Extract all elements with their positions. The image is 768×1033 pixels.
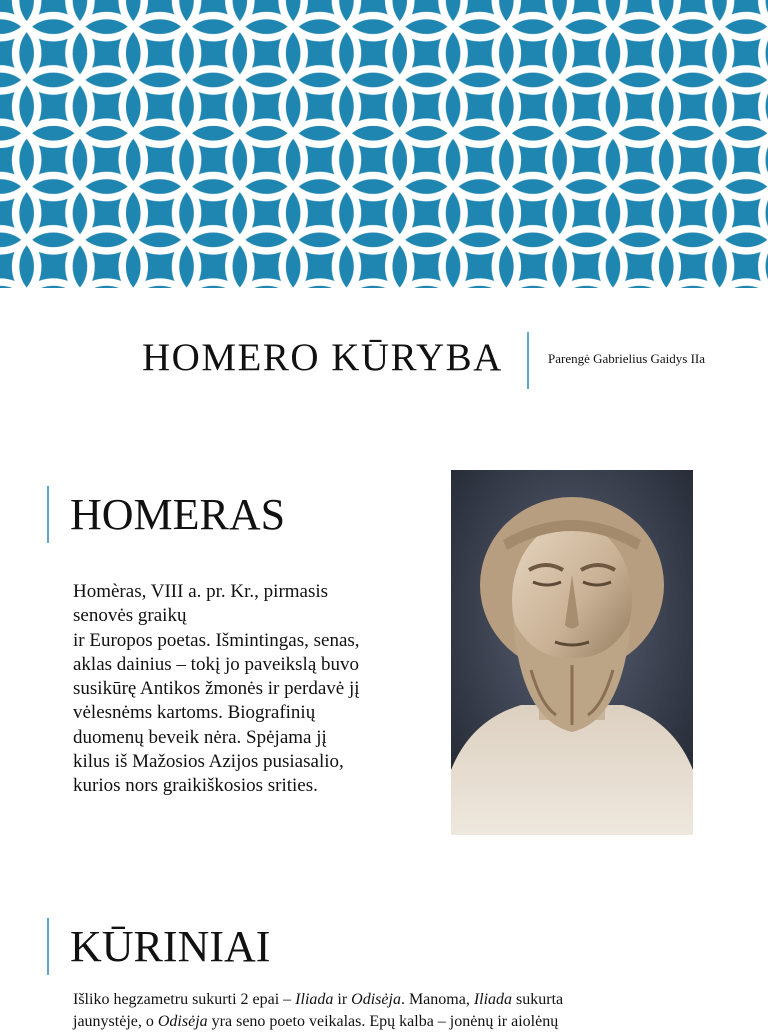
paragraph-line: senovės graikų: [73, 605, 187, 627]
title-slide: [0, 288, 768, 418]
text-run: sukurta: [512, 991, 564, 1008]
paragraph-line: duomenų beveik nėra. Spėjama jį: [73, 726, 327, 748]
author-subtitle: Parengė Gabrielius Gaidys IIa: [548, 351, 706, 366]
paragraph-line: [73, 989, 693, 1011]
work-title-odiseja: Odisėja: [157, 1013, 208, 1030]
paragraph-line: kurios nors graikiškosios srities.: [73, 775, 318, 797]
text-run: . Manoma,: [400, 991, 474, 1008]
main-title: HOMERO KŪRYBA: [142, 336, 503, 379]
paragraph-line: kilus iš Mažosios Azijos pusiasalio,: [73, 751, 344, 773]
pattern-banner: [0, 0, 768, 288]
paragraph-line: aklas dainius – tokį jo paveikslą buvo: [73, 653, 360, 675]
paragraph-line: susikūrę Antikos žmonės ir perdavė jį: [73, 678, 360, 700]
kuriniai-accent-bar: [47, 918, 49, 975]
kuriniai-paragraph: [73, 989, 693, 1033]
work-title-iliada: Iliada: [295, 991, 334, 1008]
paragraph-line: vėlesnėms kartoms. Biografinių: [73, 702, 316, 724]
paragraph-line: [73, 1011, 693, 1033]
kuriniai-heading: KŪRINIAI: [70, 922, 271, 971]
text-run: Išliko hegzametru sukurti 2 epai –: [73, 991, 296, 1008]
work-title-iliada: Iliada: [473, 991, 513, 1008]
circle-pattern: [0, 0, 768, 288]
homeras-accent-bar: [47, 486, 49, 543]
text-run: yra seno poeto veikalas. Epų kalba – jonėnų ir aiolėnų: [207, 1013, 559, 1030]
homeras-heading: HOMERAS: [70, 490, 286, 539]
homeras-paragraph: [73, 580, 423, 799]
title-divider: [527, 332, 529, 389]
paragraph-line: Homèras, VIII a. pr. Kr., pirmasis: [73, 581, 329, 602]
text-run: jaunystėje, o: [73, 1013, 158, 1030]
paragraph-line: ir Europos poetas. Išmintingas, senas,: [73, 629, 360, 651]
text-run: ir: [333, 991, 352, 1008]
homer-bust-portrait: [451, 470, 693, 835]
work-title-odiseja: Odisėja: [351, 991, 401, 1008]
bust-image: [451, 470, 693, 835]
